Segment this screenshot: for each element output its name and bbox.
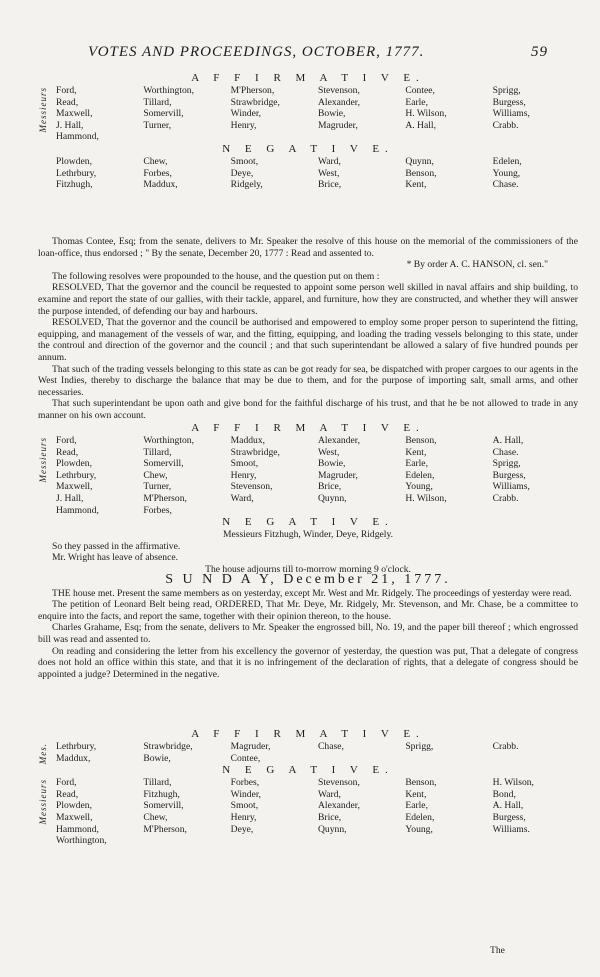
member-name: M'Pherson, — [230, 85, 275, 96]
affirmative-heading: A F F I R M A T I V E. — [191, 72, 425, 84]
member-name: Benson, — [405, 167, 437, 179]
member-name: Benson, — [405, 777, 437, 789]
division-3 — [38, 728, 578, 847]
member-name: Hammond, — [56, 823, 99, 835]
member-name: Magruder, — [318, 119, 358, 131]
member-name: Plowden, — [56, 458, 92, 470]
member-name — [231, 505, 316, 517]
member-name: Deye, — [230, 167, 254, 179]
proceedings-text-1 — [38, 236, 578, 422]
member-name: Earle, — [405, 96, 428, 108]
division-2 — [38, 422, 578, 576]
affirmative-names — [56, 85, 578, 143]
member-name: Kent, — [405, 179, 427, 191]
paragraph: On reading and considering the letter from his excellency the governor of yesterday, the question was put, That a delegate of congress does not hold an office within this state, and that it is no infringement of the declaration of rights, that a delegate of congress should be appointed a judge? Determined in the negative. — [38, 645, 578, 680]
paragraph: RESOLVED, That the governor and the council be authorised and empowered to employ some proper person to superintend the fitting, equipping, and management of the vessels of war, and the fitting, equipping, and loading the trading vessels belonging to this state, under the controul and direction of the governor and the council ; and that such superintendant be allowed a salary of five hundred pounds per annum. — [38, 317, 578, 363]
member-name — [231, 835, 316, 847]
member-name: Quynn, — [405, 155, 434, 167]
member-name: Maddux, — [143, 179, 178, 191]
member-name: Benson, — [405, 435, 437, 446]
affirmative-names — [56, 741, 578, 764]
member-name: Forbes, — [143, 167, 172, 179]
member-name: A. Hall, — [405, 119, 436, 131]
member-name: Quynn, — [318, 492, 347, 504]
member-name: Ridgely, — [230, 179, 263, 191]
affirmative-heading: A F F I R M A T I V E. — [191, 422, 425, 434]
member-name: Somervill, — [143, 108, 184, 120]
negative-names — [56, 777, 578, 847]
member-name: Sprigg, — [492, 85, 521, 96]
member-name: Tillard, — [143, 96, 172, 108]
day-heading: S U N D A Y, December 21, 1777. — [165, 572, 451, 587]
member-name: Magruder, — [318, 469, 358, 481]
member-name: Quynn, — [318, 823, 347, 835]
member-name: Sprigg, — [405, 741, 434, 752]
negative-names-line: Messieurs Fitzhugh, Winder, Deye, Ridgely. — [222, 529, 394, 541]
member-name: Somervill, — [143, 458, 184, 470]
paragraph: That such of the trading vessels belonging to this state as can be got ready for sea, be dispatched with proper cargoes to our agents in the West Indies, thereby to discharge the balance that may be due to them, and for the purpose of importing salt, small arms, and other necessaries. — [38, 363, 578, 398]
paragraph: Charles Grahame, Esq; from the senate, delivers to Mr. Speaker the engrossed bill, No. 19, and the paper bill thereof ; which engrossed bill was read and assented to. — [38, 622, 578, 645]
member-name: Burgess, — [492, 811, 526, 823]
side-label: Messieurs — [38, 779, 48, 825]
member-name: Young, — [405, 823, 433, 835]
member-name: Hammond, — [56, 504, 99, 516]
member-name: Maxwell, — [56, 481, 93, 493]
member-name: Read, — [56, 96, 79, 108]
member-name: Williams. — [492, 823, 530, 835]
member-name: Tillard, — [143, 777, 172, 789]
member-name: Ward, — [318, 788, 341, 800]
member-name: Henry, — [230, 469, 257, 481]
member-name: Chew, — [143, 811, 168, 823]
member-name: Ford, — [56, 85, 77, 96]
member-name: Contee, — [230, 752, 261, 764]
paragraph: Thomas Contee, Esq; from the senate, delivers to Mr. Speaker the resolve of this house on the memorial of the commissioners of the loan-office, thus endorsed ; " By the senate, December 20, 1777 : Read and assented to. — [38, 236, 578, 259]
affirmative-heading: A F F I R M A T I V E. — [191, 728, 425, 740]
member-name: Tillard, — [143, 446, 172, 458]
member-name: Crabb. — [492, 492, 519, 504]
adjourn-line: The house adjourns till to-morrow morning 9 o'clock. — [205, 563, 411, 575]
catchword: The — [490, 945, 505, 956]
member-name: Young, — [492, 167, 521, 179]
member-name — [318, 753, 403, 765]
member-name: Kent, — [405, 788, 427, 800]
member-name: Worthington, — [143, 85, 194, 96]
member-name: Fitzhugh, — [143, 788, 180, 800]
member-name: West, — [318, 446, 340, 458]
member-name: Lethrbury, — [56, 741, 97, 752]
member-name: Smoot, — [230, 458, 259, 470]
negative-heading: N E G A T I V E. — [222, 142, 394, 155]
member-name: Plowden, — [56, 800, 92, 812]
member-name: Smoot, — [230, 155, 259, 167]
member-name — [143, 835, 228, 847]
member-name: Edelen, — [492, 155, 522, 167]
member-name: Burgess, — [492, 96, 526, 108]
paragraph: RESOLVED, That the governor and the council be requested to appoint some person well skilled in naval affairs and ship building, to examine and report the state of our gallies, with their tackle, apparel, and furniture, how they are constructed, and whether they will answer the purpose intended, of defending our bay and harbours. — [38, 282, 578, 317]
member-name: Alexander, — [318, 800, 360, 812]
member-name — [143, 131, 228, 143]
member-name: Brice, — [318, 179, 342, 191]
member-name: Lethrbury, — [56, 167, 97, 179]
member-name — [318, 131, 403, 143]
member-name — [231, 131, 316, 143]
member-name: Maxwell, — [56, 811, 93, 823]
member-name — [318, 505, 403, 517]
member-name — [493, 505, 578, 517]
member-name: Maddux, — [56, 752, 91, 764]
member-name — [493, 753, 578, 765]
member-name: Stevenson, — [318, 777, 360, 789]
member-name: Somervill, — [143, 800, 184, 812]
member-name: Chew, — [143, 155, 168, 167]
member-name — [493, 131, 578, 143]
member-name: Strawbridge, — [230, 446, 280, 458]
member-name: H. Wilson, — [405, 108, 447, 120]
member-name: Young, — [405, 481, 433, 493]
member-name: West, — [318, 167, 340, 179]
affirmative-names — [56, 435, 578, 516]
member-name: Williams, — [492, 481, 530, 493]
member-name — [405, 835, 490, 847]
member-name: Forbes, — [143, 504, 172, 516]
member-name: Ford, — [56, 435, 77, 446]
member-name: Worthington, — [143, 435, 194, 446]
paragraph: So they passed in the affirmative. — [52, 540, 181, 552]
page-number: 59 — [531, 44, 548, 60]
member-name — [405, 505, 490, 517]
member-name: Plowden, — [56, 155, 92, 167]
member-name: Winder, — [230, 788, 262, 800]
member-name: Read, — [56, 446, 79, 458]
member-name: Smoot, — [230, 800, 259, 812]
member-name: Chase. — [492, 179, 519, 191]
member-name: M'Pherson, — [143, 492, 187, 504]
member-name: Chase, — [318, 741, 344, 752]
running-title: VOTES AND PROCEEDINGS, OCTOBER, 1777. — [88, 44, 425, 60]
by-order-line: * By order A. C. HANSON, cl. sen." — [406, 259, 548, 271]
member-name — [493, 835, 578, 847]
member-name: Crabb. — [492, 119, 519, 131]
member-name: Deye, — [230, 823, 254, 835]
member-name: Forbes, — [230, 777, 260, 789]
negative-names — [56, 156, 578, 191]
member-name: Ford, — [56, 777, 77, 789]
member-name: Bowie, — [143, 752, 171, 764]
member-name: Henry, — [230, 119, 257, 131]
member-name: A. Hall, — [492, 800, 524, 812]
member-name: Stevenson, — [230, 481, 273, 493]
member-name: Kent, — [405, 446, 427, 458]
member-name: Winder, — [230, 108, 262, 120]
member-name: Contee, — [405, 85, 435, 96]
member-name: Edelen, — [405, 469, 435, 481]
member-name: Maddux, — [230, 435, 266, 446]
side-label: Messieurs — [38, 87, 48, 133]
member-name: Alexander, — [318, 435, 360, 446]
sunday-section — [38, 572, 578, 680]
member-name: Chase. — [492, 446, 519, 458]
member-name — [318, 835, 403, 847]
paragraph: THE house met. Present the same members as on yesterday, except Mr. West and Mr. Ridgely. The proceedings of yesterday were read. — [52, 587, 572, 599]
member-name: Burgess, — [492, 469, 526, 481]
paragraph: That such superintendant be upon oath and give bond for the faithful discharge of his trust, and that he be not allowed to trade in any manner on his own account. — [38, 398, 578, 421]
member-name: Bond, — [492, 788, 516, 800]
member-name: Bowie, — [318, 108, 346, 120]
member-name: Strawbridge, — [143, 741, 193, 752]
member-name: Earle, — [405, 458, 428, 470]
member-name: Strawbridge, — [230, 96, 280, 108]
member-name: Read, — [56, 788, 79, 800]
member-name: Turner, — [143, 481, 172, 493]
member-name: Brice, — [318, 811, 342, 823]
member-name: Crabb. — [492, 741, 519, 752]
member-name: Chew, — [143, 469, 168, 481]
side-label: Mes. — [38, 743, 48, 765]
member-name — [405, 131, 490, 143]
paragraph: Mr. Wright has leave of absence. — [52, 552, 178, 564]
member-name: M'Pherson, — [143, 823, 187, 835]
member-name: A. Hall, — [492, 435, 524, 446]
member-name: Magruder, — [230, 741, 271, 752]
member-name: J. Hall, — [56, 492, 84, 504]
side-label: Messieurs — [38, 437, 48, 483]
member-name: Stevenson, — [318, 85, 360, 96]
member-name: J. Hall, — [56, 119, 84, 131]
member-name: Sprigg, — [492, 458, 521, 470]
member-name: Henry, — [230, 811, 257, 823]
running-header — [88, 44, 548, 61]
division-1 — [38, 72, 578, 191]
paragraph: The following resolves were propounded to the house, and the question put on them : — [52, 270, 380, 282]
member-name: Fitzhugh, — [56, 179, 93, 191]
member-name: Brice, — [318, 481, 342, 493]
member-name: Alexander, — [318, 96, 360, 108]
member-name — [405, 753, 490, 765]
negative-heading: N E G A T I V E. — [222, 764, 394, 777]
negative-heading: N E G A T I V E. — [222, 516, 394, 529]
member-name: Turner, — [143, 119, 172, 131]
member-name: H. Wilson, — [405, 492, 447, 504]
member-name: Earle, — [405, 800, 428, 812]
member-name: H. Wilson, — [492, 777, 534, 789]
paragraph: The petition of Leonard Belt being read, ORDERED, That Mr. Deye, Mr. Ridgely, Mr. Stevenson, and Mr. Chase, be a committee to enquire into the facts, and report the same, together with their opinion thereon, to the house. — [38, 599, 578, 622]
member-name: Williams, — [492, 108, 530, 120]
member-name: Hammond, — [56, 131, 99, 143]
member-name: Edelen, — [405, 811, 435, 823]
member-name: Ward, — [318, 155, 341, 167]
member-name: Maxwell, — [56, 108, 93, 120]
member-name: Lethrbury, — [56, 469, 97, 481]
member-name: Bowie, — [318, 458, 346, 470]
member-name: Worthington, — [56, 835, 107, 847]
member-name: Ward, — [230, 492, 254, 504]
